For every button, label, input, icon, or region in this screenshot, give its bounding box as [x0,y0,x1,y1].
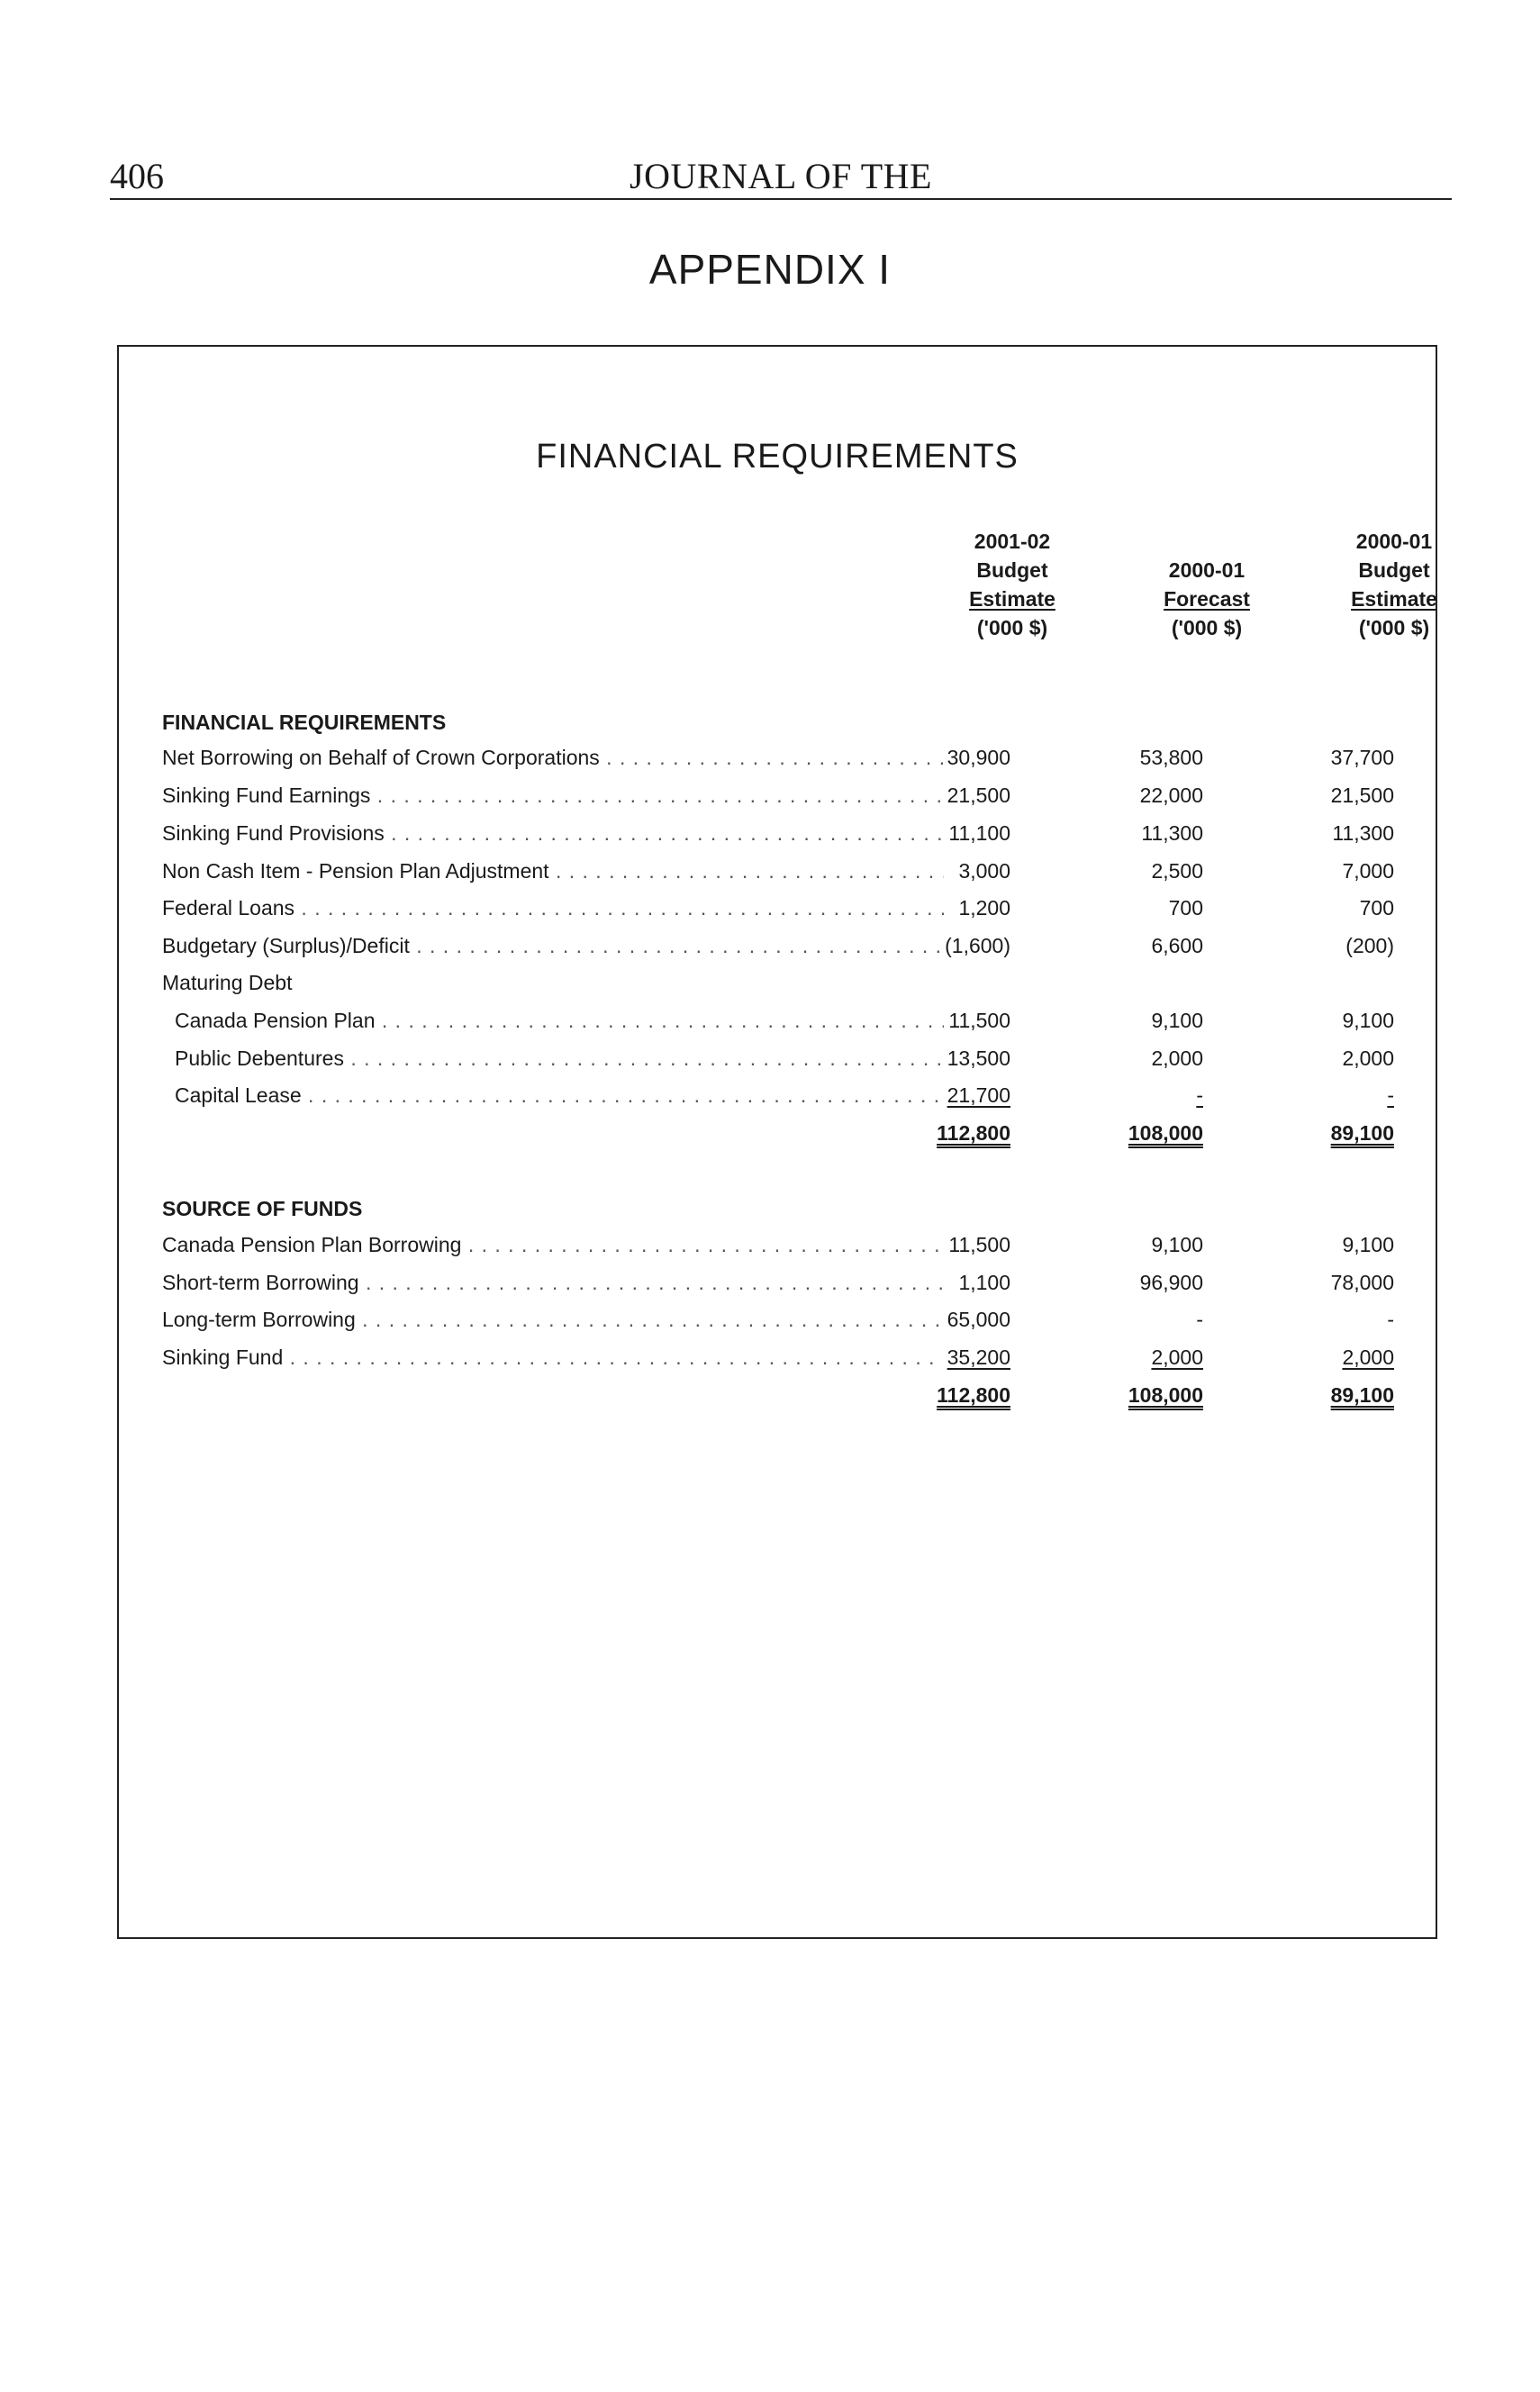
col1-line1: 2001-02 [974,530,1051,553]
table-row [119,1046,1439,1079]
appendix-title: APPENDIX I [648,246,892,293]
cell-2000-01-forecast: 22,000 [1139,784,1203,807]
cell-2001-02: 11,100 [948,821,1010,845]
row-label: Non Cash Item - Pension Plan Adjustment . . . [162,859,944,883]
cell-2001-02: 1,100 [958,1271,1010,1294]
cell-2000-01-budget: 700 [1359,896,1394,920]
table-row-subheading [119,971,1439,1003]
table-row [119,746,1439,778]
page-number: 406 [110,156,164,196]
col2-line1 [1108,527,1306,556]
cell-2000-01-budget: 2,000 [1342,1346,1394,1369]
table-row-total [119,1383,1439,1416]
cell-2000-01-budget: - [1387,1308,1394,1331]
row-label: Long-term Borrowing . . . [162,1308,944,1332]
cell-2000-01-forecast: 9,100 [1151,1009,1203,1032]
total-2000-01-forecast: 108,000 [1128,1383,1203,1407]
cell-2000-01-forecast: 700 [1168,896,1203,920]
row-label: Sinking Fund . . . [162,1346,944,1370]
table-row [119,934,1439,966]
cell-2000-01-budget: 2,000 [1342,1046,1394,1070]
column-header-2001-02-budget-estimate [913,527,1111,642]
cell-2001-02: 1,200 [958,896,1010,920]
cell-2000-01-budget: 21,500 [1330,784,1394,807]
cell-2001-02: 35,200 [947,1346,1010,1369]
column-header-2000-01-budget-estimate [1295,527,1493,642]
cell-2000-01-budget: - [1387,1083,1394,1107]
col1-line3: Estimate [969,587,1055,611]
financial-table-frame [117,345,1437,1939]
row-label: Canada Pension Plan Borrowing . . . [162,1233,944,1257]
col3-line3: Estimate [1351,587,1437,611]
cell-2000-01-budget: (200) [1345,934,1394,957]
cell-2000-01-forecast: 2,000 [1151,1346,1203,1369]
cell-2000-01-forecast: 6,600 [1151,934,1203,957]
cell-2000-01-forecast: 9,100 [1151,1233,1203,1256]
cell-2000-01-budget: 9,100 [1342,1009,1394,1032]
cell-2001-02: 30,900 [947,746,1010,769]
table-row [119,784,1439,816]
cell-2000-01-budget: 78,000 [1330,1271,1394,1294]
table-row [119,1083,1439,1116]
col3-line4: ('000 $) [1358,616,1430,639]
table-row [119,1271,1439,1303]
cell-2000-01-forecast: 2,000 [1151,1046,1203,1070]
row-label: Short-term Borrowing . . . [162,1271,944,1295]
column-header-2000-01-forecast [1108,527,1306,642]
row-label: Maturing Debt [162,971,293,994]
col2-line2: 2000-01 [1168,558,1246,582]
col2-line4: ('000 $) [1171,616,1243,639]
row-label: Public Debentures . . . [175,1046,944,1071]
cell-2001-02: (1,600) [945,934,1010,957]
table-title: FINANCIAL REQUIREMENTS [536,438,1019,476]
table-row [119,1233,1439,1265]
cell-2001-02: 21,700 [947,1083,1010,1107]
col1-line2: Budget [976,558,1048,582]
table-row [119,859,1439,892]
col1-line4: ('000 $) [976,616,1048,639]
cell-2001-02: 11,500 [948,1233,1010,1256]
table-row [119,821,1439,854]
row-label: Capital Lease . . . [175,1083,944,1108]
col3-line2: Budget [1358,558,1430,582]
total-2000-01-budget: 89,100 [1330,1383,1394,1407]
cell-2001-02: 65,000 [947,1308,1010,1331]
section-heading-source-of-funds: SOURCE OF FUNDS [162,1197,363,1220]
cell-2000-01-budget: 37,700 [1330,746,1394,769]
journal-title: JOURNAL OF THE [630,156,932,196]
row-label: Net Borrowing on Behalf of Crown Corporations . . . [162,746,944,770]
cell-2001-02: 13,500 [947,1046,1010,1070]
row-label: Sinking Fund Earnings . . . [162,784,944,808]
cell-2001-02: 11,500 [948,1009,1010,1032]
cell-2000-01-forecast: 96,900 [1139,1271,1203,1294]
cell-2000-01-budget: 9,100 [1342,1233,1394,1256]
row-label: Sinking Fund Provisions . . . [162,821,944,846]
row-label: Federal Loans . . . [162,896,944,920]
col2-line3: Forecast [1164,587,1250,611]
cell-2000-01-budget: 7,000 [1342,859,1394,883]
table-row-total [119,1121,1439,1154]
col3-line1: 2000-01 [1355,530,1433,553]
table-row [119,896,1439,929]
row-label: Budgetary (Surplus)/Deficit . . . [162,934,944,958]
cell-2000-01-budget: 11,300 [1332,821,1394,845]
cell-2001-02: 3,000 [958,859,1010,883]
cell-2000-01-forecast: - [1196,1308,1203,1331]
total-2001-02: 112,800 [937,1383,1010,1407]
cell-2000-01-forecast: 11,300 [1141,821,1203,845]
table-row [119,1308,1439,1340]
cell-2000-01-forecast: 53,800 [1139,746,1203,769]
cell-2000-01-forecast: - [1196,1083,1203,1107]
cell-2000-01-forecast: 2,500 [1151,859,1203,883]
section-heading-financial-requirements: FINANCIAL REQUIREMENTS [162,711,447,734]
running-head [110,155,1452,200]
total-2001-02: 112,800 [937,1121,1010,1145]
table-row [119,1009,1439,1041]
total-2000-01-forecast: 108,000 [1128,1121,1203,1145]
cell-2001-02: 21,500 [947,784,1010,807]
total-2000-01-budget: 89,100 [1330,1121,1394,1145]
row-label: Canada Pension Plan . . . [175,1009,944,1033]
table-row [119,1346,1439,1378]
